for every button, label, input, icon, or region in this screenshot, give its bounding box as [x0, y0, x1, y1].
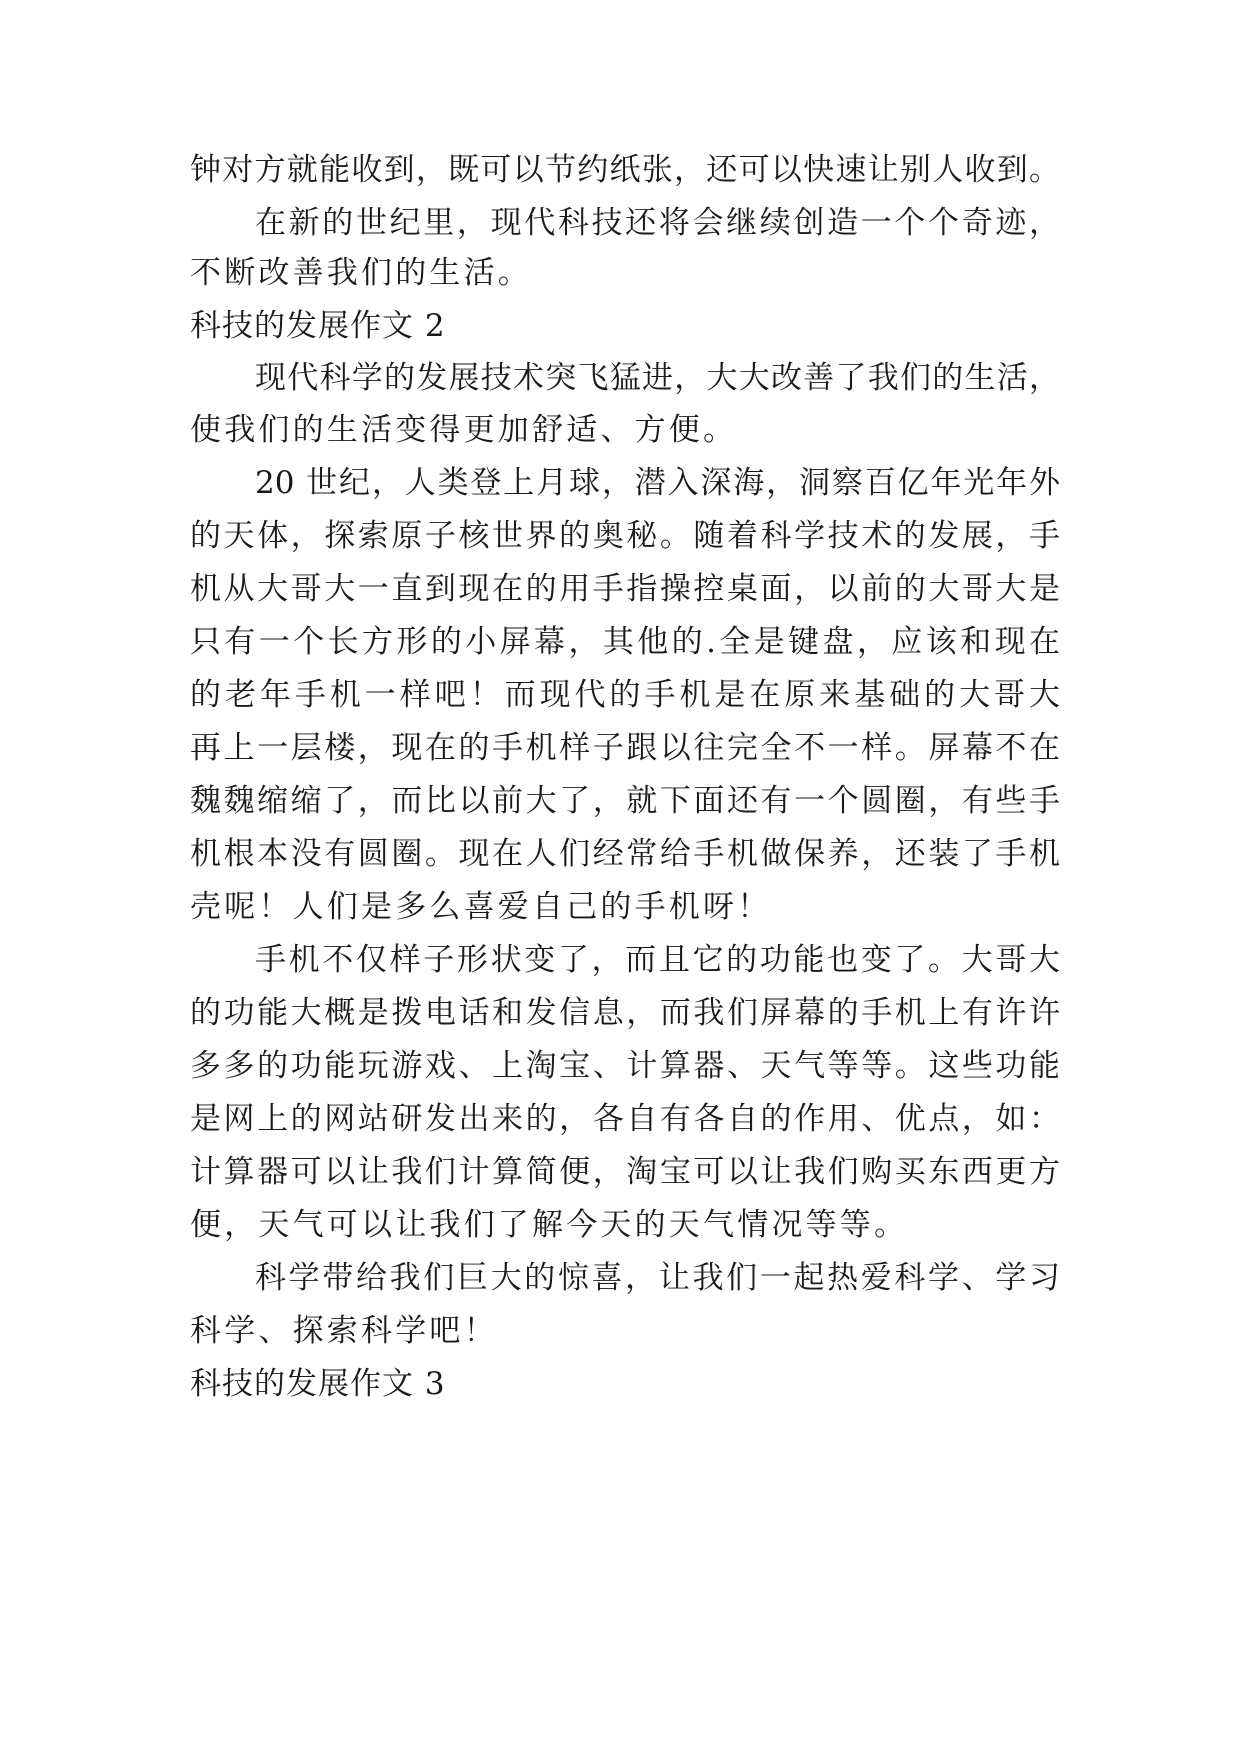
paragraph-line: 壳呢！人们是多么喜爱自己的手机呀！ — [190, 889, 772, 925]
paragraph-line: 是网上的网站研发出来的，各自有各自的作用、优点，如： — [190, 1101, 1060, 1137]
paragraph-line: 多多的功能玩游戏、上淘宝、计算器、天气等等。这些功能 — [190, 1048, 1060, 1084]
paragraph-line: 机根本没有圆圈。现在人们经常给手机做保养，还装了手机 — [190, 836, 1060, 872]
section-heading: 科技的发展作文 3 — [190, 1366, 446, 1402]
paragraph-line: 科学、探索科学吧！ — [190, 1313, 498, 1349]
paragraph-line: 便，天气可以让我们了解今天的天气情况等等。 — [190, 1207, 909, 1243]
paragraph-line: 科学带给我们巨大的惊喜，让我们一起热爱科学、学习 — [255, 1260, 1060, 1296]
paragraph-line: 手机不仅样子形状变了，而且它的功能也变了。大哥大 — [255, 942, 1060, 978]
paragraph-line: 的天体，探索原子核世界的奥秘。随着科学技术的发展，手 — [190, 518, 1060, 554]
paragraph-line: 不断改善我们的生活。 — [190, 255, 532, 291]
paragraph-line: 再上一层楼，现在的手机样子跟以往完全不一样。屏幕不在 — [190, 730, 1060, 766]
paragraph-line: 现代科学的发展技术突飞猛进，大大改善了我们的生活， — [255, 360, 1060, 396]
section-heading: 科技的发展作文 2 — [190, 308, 446, 344]
paragraph-line: 的功能大概是拨电话和发信息，而我们屏幕的手机上有许许 — [190, 995, 1060, 1031]
paragraph-line: 计算器可以让我们计算简便，淘宝可以让我们购买东西更方 — [190, 1154, 1060, 1190]
paragraph-line: 钟对方就能收到，既可以节约纸张，还可以快速让别人收到。 — [190, 152, 1060, 188]
paragraph-line: 机从大哥大一直到现在的用手指操控桌面，以前的大哥大是 — [190, 571, 1060, 607]
paragraph-line: 使我们的生活变得更加舒适、方便。 — [190, 412, 738, 448]
paragraph-line: 只有一个长方形的小屏幕，其他的.全是键盘，应该和现在 — [190, 624, 1060, 660]
paragraph-line: 在新的世纪里，现代科技还将会继续创造一个个奇迹， — [255, 205, 1060, 241]
paragraph-line: 的老年手机一样吧！而现代的手机是在原来基础的大哥大 — [190, 677, 1060, 713]
paragraph-line: 20 世纪，人类登上月球，潜入深海，洞察百亿年光年外 — [255, 465, 1060, 501]
paragraph-line: 魏魏缩缩了，而比以前大了，就下面还有一个圆圈，有些手 — [190, 783, 1060, 819]
